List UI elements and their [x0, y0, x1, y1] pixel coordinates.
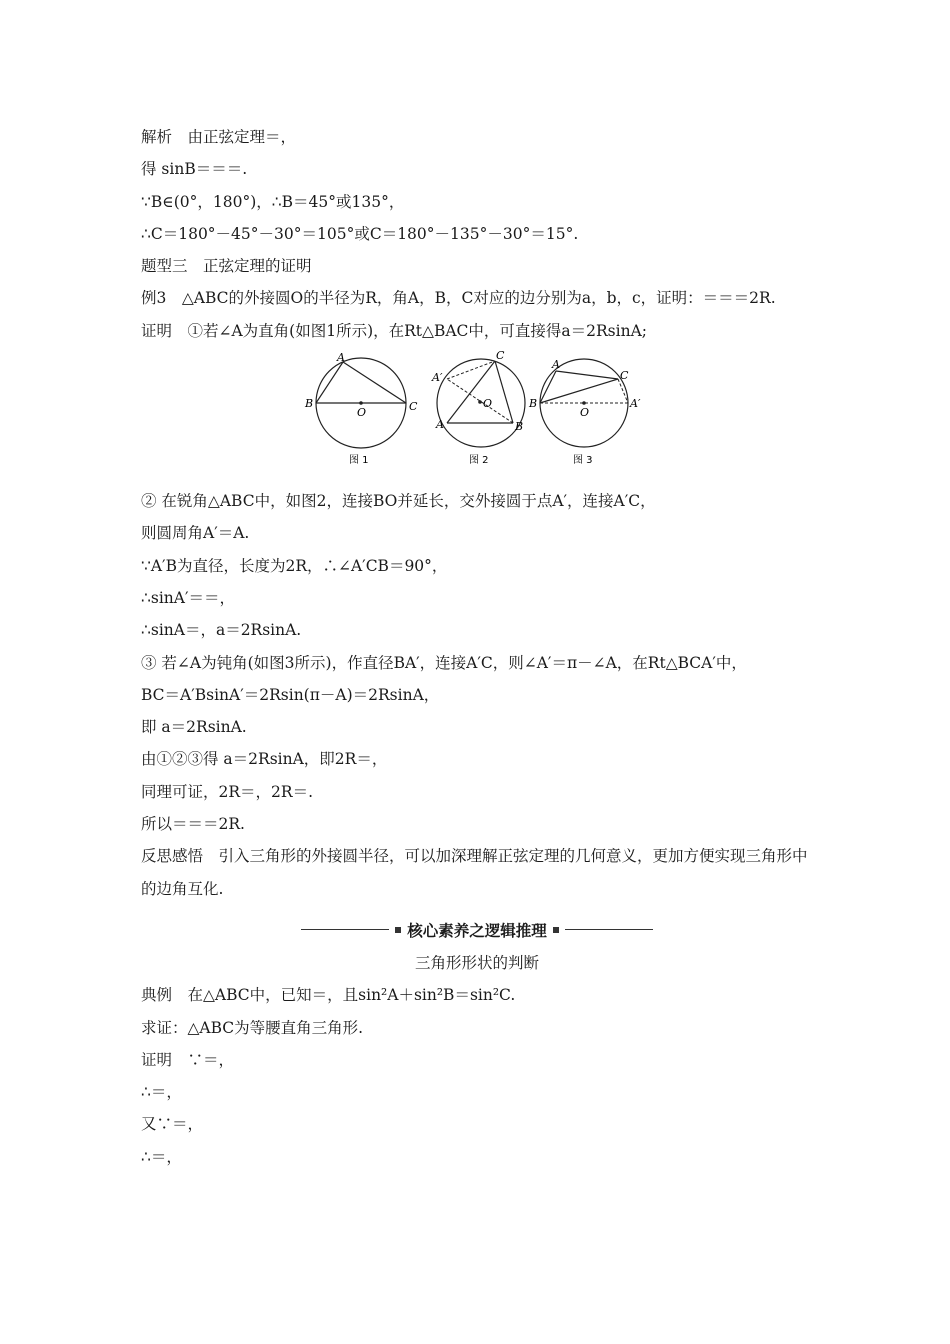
proof-case-2: ② 在锐角△ABC中，如图2，连接BO并延长，交外接圆于点A′，连接A′C，: [141, 492, 656, 511]
header-rule-left: [301, 929, 389, 930]
text-line: ∴C＝180°－45°－30°＝105°或C＝180°－135°－30°＝15°.: [141, 224, 579, 243]
text-line: ∴＝，: [141, 1147, 182, 1166]
header-square-icon: [395, 927, 401, 933]
side-ba: [316, 362, 343, 403]
text-line: ∴＝，: [141, 1083, 182, 1102]
label-b: B: [305, 397, 314, 411]
label-b: B: [515, 420, 524, 434]
proof-case-3: ③ 若∠A为钝角(如图3所示)，作直径BA′，连接A′C，则∠A′＝π－∠A，在Rt△BCA′中，: [141, 653, 747, 672]
text-line: ∵B∈(0°，180°)，∴B＝45°或135°，: [141, 192, 405, 211]
label-o: O: [483, 397, 493, 411]
label-c: C: [409, 400, 418, 414]
center-dot: [359, 401, 363, 405]
geometry-figures: [141, 351, 813, 479]
caption-2: 图 2: [469, 455, 489, 467]
label-b: B: [529, 397, 538, 411]
side-ac: [343, 362, 406, 403]
figure-1: [304, 351, 418, 466]
caption-3: 图 3: [573, 455, 593, 467]
figures-svg: [301, 351, 641, 479]
document-content: [141, 121, 813, 1173]
subtitle: 三角形形状的判断: [414, 953, 539, 972]
label-o: O: [357, 406, 367, 420]
caption-1: 图 1: [349, 455, 369, 467]
typical-example: 典例 在△ABC中，已知＝，且sin²A＋sin²B＝sin²C.: [141, 986, 516, 1005]
text-line: 所以＝＝＝2R.: [141, 815, 245, 834]
label-o: O: [580, 406, 590, 420]
text-line: 解析 由正弦定理＝，: [141, 128, 297, 146]
center-dot: [478, 400, 482, 404]
core-literacy-header: [141, 913, 813, 947]
text-line: 求证：△ABC为等腰直角三角形.: [141, 1018, 364, 1037]
label-a: A: [337, 351, 345, 365]
side-ac: [556, 371, 618, 379]
figure-2: [431, 351, 525, 466]
label-c: C: [620, 369, 629, 383]
text-line: 即 a＝2RsinA.: [141, 718, 247, 737]
label-a: A: [436, 418, 444, 432]
text-line: BC＝A′BsinA′＝2Rsin(π－A)＝2RsinA，: [141, 685, 440, 704]
section-title: 核心素养之逻辑推理: [407, 921, 547, 940]
text-line: ∴sinA′＝＝，: [141, 588, 235, 607]
header-square-icon: [553, 927, 559, 933]
text-line: 由①②③得 a＝2RsinA，即2R＝，: [141, 750, 388, 769]
label-a-prime: A′: [630, 397, 641, 411]
center-dot: [582, 401, 586, 405]
text-line: 得 sinB＝＝＝.: [141, 160, 248, 179]
reflection-note: 反思感悟 引入三角形的外接圆半径，可以加深理解正弦定理的几何意义，更加方便实现三角形中的边角互化.: [141, 847, 808, 898]
proof-case-1: 证明 ①若∠A为直角(如图1所示)，在Rt△BAC中，可直接得a＝2RsinA;: [141, 321, 647, 340]
figure-3: [528, 358, 641, 466]
label-a: A: [552, 358, 560, 372]
side-bc: [540, 379, 618, 403]
header-rule-right: [565, 929, 653, 930]
text-line: 同理可证，2R＝，2R＝.: [141, 782, 313, 801]
text-line: ∵A′B为直径，长度为2R，∴∠A′CB＝90°，: [141, 556, 448, 575]
text-line: 则圆周角A′＝A.: [141, 524, 250, 543]
example-3-statement: 例3 △ABC的外接圆O的半径为R，角A，B，C对应的边分别为a，b，c，证明：＝＝＝2R.: [141, 289, 776, 308]
text-line: 又∵＝，: [141, 1115, 204, 1134]
text-line: ∴sinA＝，a＝2RsinA.: [141, 621, 302, 640]
label-a-prime: A′: [432, 371, 443, 385]
section-heading-type3: 题型三 正弦定理的证明: [141, 257, 312, 276]
label-c: C: [496, 351, 505, 363]
text-line: 证明 ∵＝，: [141, 1050, 235, 1069]
